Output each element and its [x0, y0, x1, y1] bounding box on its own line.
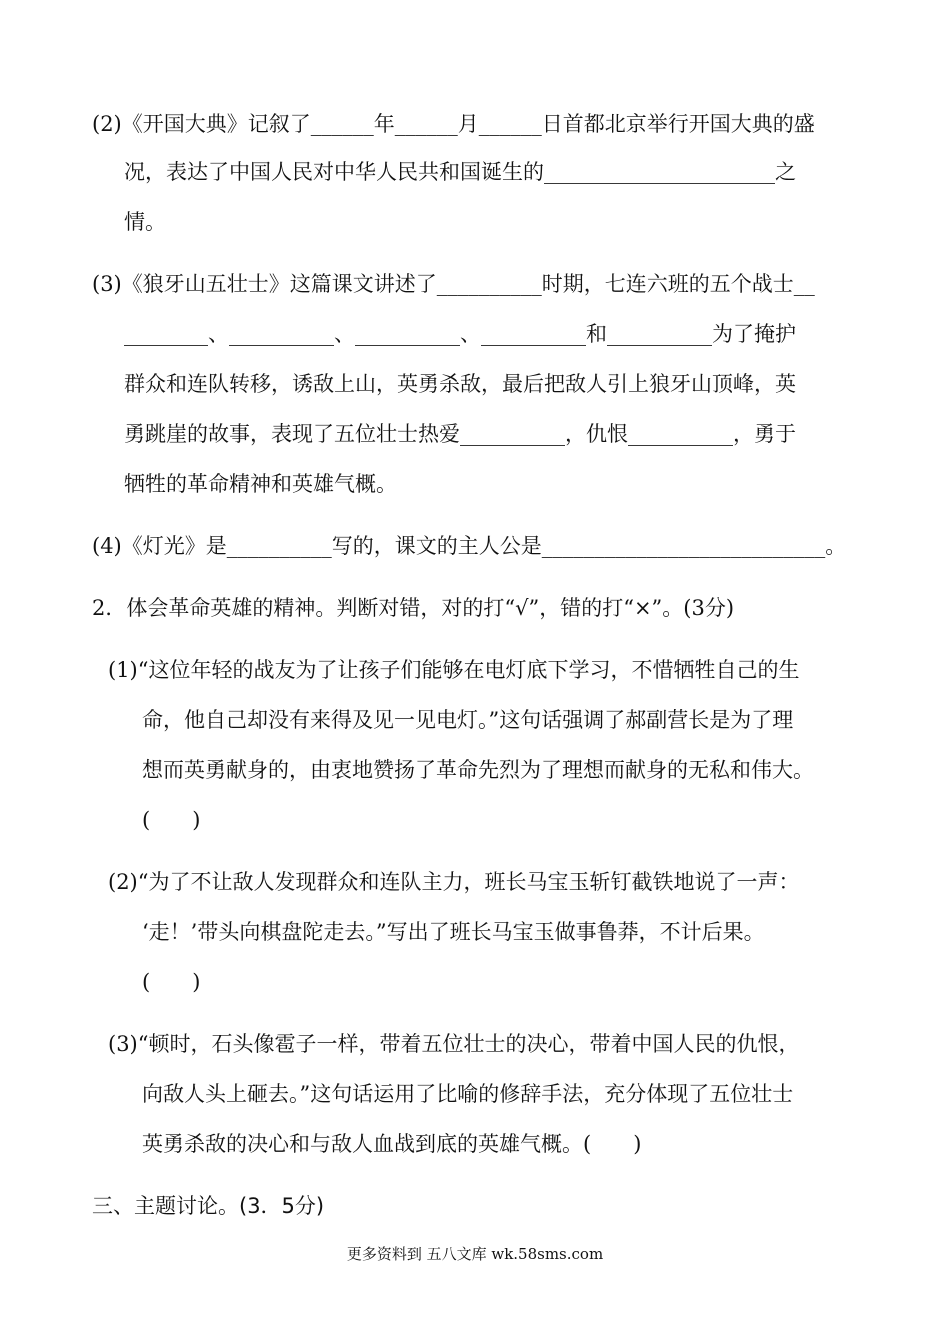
q2-sub1-line3: 想而英勇献身的，由衷地赞扬了革命先烈为了理想而献身的无私和伟大。 — [142, 758, 814, 782]
item4-line1: (4)《灯光》是__________写的，课文的主人公是___________________________。 — [92, 534, 847, 558]
q2-sub1-line1: (1)“这位年轻的战友为了让孩子们能够在电灯底下学习，不惜牺牲自己的生 — [108, 658, 800, 682]
item3-line4: 勇跳崖的故事，表现了五位壮士热爱__________，仇恨__________，勇于 — [124, 422, 796, 446]
item3-line2: ________、__________、__________、__________和__________为了掩护 — [124, 322, 796, 346]
q2-sub2-line1: (2)“为了不让敌人发现群众和连队主力，班长马宝玉斩钉截铁地说了一声： — [108, 870, 800, 894]
q2-sub3-line2: 向敌人头上砸去。”这句话运用了比喻的修辞手法，充分体现了五位壮士 — [142, 1082, 794, 1106]
question2-title: 2．体会革命英雄的精神。判断对错，对的打“√”，错的打“×”。(3分) — [92, 596, 735, 620]
item2-line1: (2)《开国大典》记叙了______年______月______日首都北京举行开国大典的盛 — [92, 112, 815, 136]
item2-line3: 情。 — [124, 210, 166, 234]
section-three-title: 三、主题讨论。(3．5分) — [92, 1194, 325, 1218]
item2-line2: 况，表达了中国人民对中华人民共和国诞生的______________________之 — [124, 160, 796, 184]
q2-sub2-answer[interactable]: ( ) — [142, 970, 201, 994]
footer-watermark: 更多资料到 五八文库 wk.58sms.com — [346, 1245, 604, 1263]
item3-line3: 群众和连队转移，诱敌上山，英勇杀敌，最后把敌人引上狼牙山顶峰，英 — [124, 372, 796, 396]
q2-sub3-line1: (3)“顿时，石头像雹子一样，带着五位壮士的决心，带着中国人民的仇恨， — [108, 1032, 800, 1056]
q2-sub1-answer[interactable]: ( ) — [142, 808, 201, 832]
q2-sub1-line2: 命，他自己却没有来得及见一见电灯。”这句话强调了郝副营长是为了理 — [142, 708, 794, 732]
item3-line1: (3)《狼牙山五壮士》这篇课文讲述了__________时期，七连六班的五个战士__ — [92, 272, 815, 296]
q2-sub3-line3: 英勇杀敌的决心和与敌人血战到底的英雄气概。( ) — [142, 1132, 642, 1156]
q2-sub2-line2: ‘走！’带头向棋盘陀走去。”写出了班长马宝玉做事鲁莽，不计后果。 — [142, 920, 765, 944]
item3-line5: 牺牲的革命精神和英雄气概。 — [124, 472, 397, 496]
